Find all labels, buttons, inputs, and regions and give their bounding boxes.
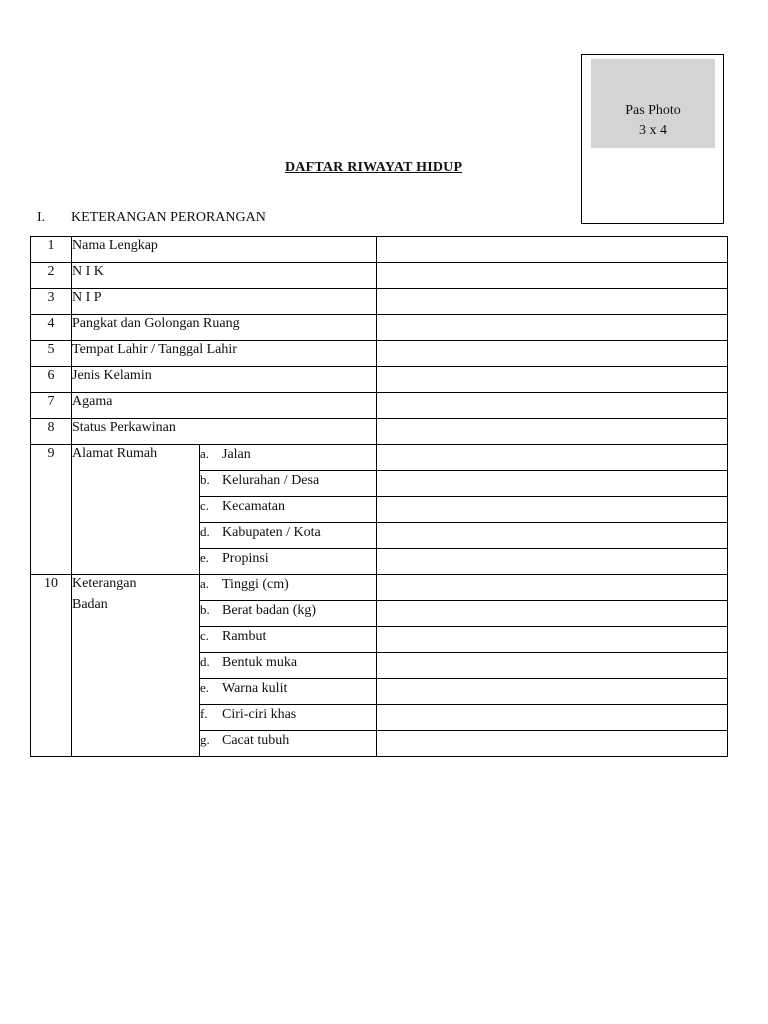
sub-label: Propinsi bbox=[222, 551, 269, 566]
sub-letter: a. bbox=[200, 576, 210, 591]
table-row bbox=[31, 419, 728, 445]
sub-letter: b. bbox=[200, 472, 210, 487]
sub-item bbox=[200, 497, 377, 523]
sub-item bbox=[200, 731, 377, 757]
value-field-propinsi[interactable] bbox=[377, 549, 728, 575]
section-number: I. bbox=[37, 210, 46, 225]
table-row bbox=[31, 575, 728, 601]
row-label: Jenis Kelamin bbox=[72, 367, 377, 393]
value-field-pangkat[interactable] bbox=[377, 315, 728, 341]
sub-item bbox=[200, 471, 377, 497]
row-number: 7 bbox=[31, 393, 72, 419]
sub-item bbox=[200, 679, 377, 705]
row-number: 1 bbox=[31, 237, 72, 263]
value-field-ttl[interactable] bbox=[377, 341, 728, 367]
value-field-nama[interactable] bbox=[377, 237, 728, 263]
row-number: 5 bbox=[31, 341, 72, 367]
value-field-berat[interactable] bbox=[377, 601, 728, 627]
sub-item bbox=[200, 523, 377, 549]
row-number: 9 bbox=[31, 445, 72, 575]
row-label: Keterangan bbox=[72, 576, 137, 591]
sub-letter: a. bbox=[200, 446, 210, 461]
value-field-ciri[interactable] bbox=[377, 705, 728, 731]
table-row bbox=[31, 341, 728, 367]
row-label: Nama Lengkap bbox=[72, 237, 377, 263]
sub-letter: e. bbox=[200, 680, 210, 695]
row-label: Pangkat dan Golongan Ruang bbox=[72, 315, 377, 341]
table-row bbox=[31, 263, 728, 289]
sub-letter: c. bbox=[200, 628, 210, 643]
sub-label: Berat badan (kg) bbox=[222, 603, 317, 618]
row-number: 6 bbox=[31, 367, 72, 393]
sub-label: Kecamatan bbox=[222, 499, 285, 514]
photo-box bbox=[581, 54, 724, 224]
row-label: Agama bbox=[72, 393, 377, 419]
row-label: Badan bbox=[72, 597, 108, 612]
photo-label: Pas Photo bbox=[625, 102, 681, 118]
row-number: 2 bbox=[31, 263, 72, 289]
row-label-group bbox=[72, 575, 200, 757]
sub-item bbox=[200, 601, 377, 627]
value-field-perkawinan[interactable] bbox=[377, 419, 728, 445]
sub-label: Rambut bbox=[222, 629, 267, 644]
row-label: Tempat Lahir / Tanggal Lahir bbox=[72, 341, 377, 367]
row-label: N I K bbox=[72, 263, 377, 289]
table-row bbox=[31, 315, 728, 341]
sub-letter: d. bbox=[200, 524, 210, 539]
sub-label: Tinggi (cm) bbox=[222, 577, 289, 592]
value-field-kelamin[interactable] bbox=[377, 367, 728, 393]
sub-label: Cacat tubuh bbox=[222, 733, 290, 748]
photo-placeholder bbox=[591, 59, 715, 148]
sub-label: Kabupaten / Kota bbox=[222, 525, 321, 540]
table-row bbox=[31, 367, 728, 393]
value-field-tinggi[interactable] bbox=[377, 575, 728, 601]
sub-letter: b. bbox=[200, 602, 210, 617]
sub-item bbox=[200, 627, 377, 653]
sub-label: Bentuk muka bbox=[222, 655, 298, 670]
document-title: DAFTAR RIWAYAT HIDUP bbox=[285, 160, 463, 175]
row-label: Status Perkawinan bbox=[72, 419, 377, 445]
value-field-kecamatan[interactable] bbox=[377, 497, 728, 523]
sub-letter: e. bbox=[200, 550, 210, 565]
value-field-nik[interactable] bbox=[377, 263, 728, 289]
photo-size: 3 x 4 bbox=[639, 122, 667, 138]
value-field-kabupaten[interactable] bbox=[377, 523, 728, 549]
sub-item bbox=[200, 549, 377, 575]
sub-label: Kelurahan / Desa bbox=[222, 473, 320, 488]
table-row bbox=[31, 237, 728, 263]
sub-label: Ciri-ciri khas bbox=[222, 707, 297, 722]
personal-info-table bbox=[30, 236, 728, 757]
row-number: 10 bbox=[31, 575, 72, 757]
value-field-muka[interactable] bbox=[377, 653, 728, 679]
sub-letter: d. bbox=[200, 654, 210, 669]
row-number: 4 bbox=[31, 315, 72, 341]
value-field-jalan[interactable] bbox=[377, 445, 728, 471]
section-title: KETERANGAN PERORANGAN bbox=[71, 210, 266, 225]
value-field-rambut[interactable] bbox=[377, 627, 728, 653]
table-row bbox=[31, 393, 728, 419]
value-field-kulit[interactable] bbox=[377, 679, 728, 705]
sub-item bbox=[200, 653, 377, 679]
row-label: N I P bbox=[72, 289, 377, 315]
value-field-agama[interactable] bbox=[377, 393, 728, 419]
row-number: 8 bbox=[31, 419, 72, 445]
sub-item bbox=[200, 575, 377, 601]
table-row bbox=[31, 445, 728, 471]
row-number: 3 bbox=[31, 289, 72, 315]
table-row bbox=[31, 289, 728, 315]
sub-item bbox=[200, 445, 377, 471]
sub-label: Jalan bbox=[222, 447, 251, 462]
sub-letter: f. bbox=[200, 706, 208, 721]
value-field-cacat[interactable] bbox=[377, 731, 728, 757]
value-field-nip[interactable] bbox=[377, 289, 728, 315]
value-field-kelurahan[interactable] bbox=[377, 471, 728, 497]
sub-letter: g. bbox=[200, 732, 210, 747]
row-label: Alamat Rumah bbox=[72, 445, 200, 575]
sub-label: Warna kulit bbox=[222, 681, 288, 696]
sub-item bbox=[200, 705, 377, 731]
sub-letter: c. bbox=[200, 498, 210, 513]
